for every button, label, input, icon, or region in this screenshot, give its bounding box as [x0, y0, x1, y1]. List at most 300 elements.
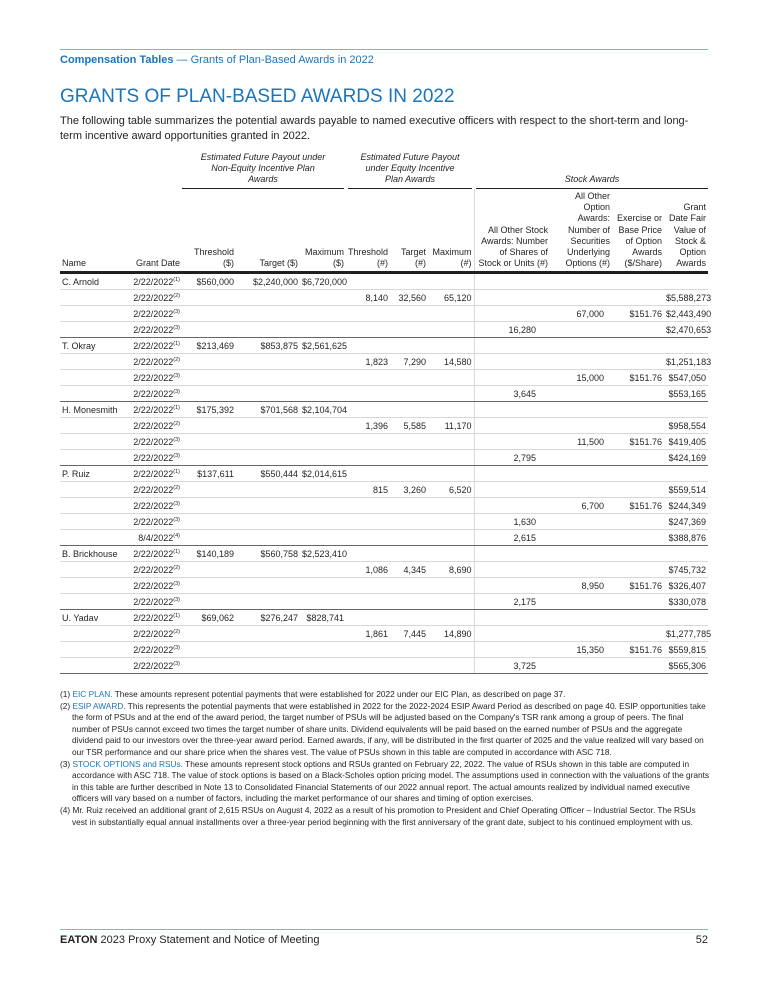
table-cell — [300, 658, 346, 674]
table-cell: $151.76 — [612, 370, 664, 386]
table-cell — [346, 578, 390, 594]
table-cell: $151.76 — [612, 498, 664, 514]
table-cell — [390, 498, 428, 514]
table-cell — [550, 466, 612, 482]
executive-name — [60, 322, 122, 338]
table-cell — [474, 338, 550, 354]
footnote — [60, 759, 710, 805]
table-cell: $137,611 — [182, 466, 236, 482]
footnote-ref: (2) — [173, 292, 180, 299]
table-cell — [390, 402, 428, 418]
executive-name — [60, 354, 122, 370]
table-cell — [550, 482, 612, 498]
table-cell — [550, 610, 612, 626]
executive-name — [60, 418, 122, 434]
table-cell — [236, 386, 300, 402]
table-cell: $745,732 — [664, 562, 708, 578]
table-cell — [236, 450, 300, 466]
table-cell — [474, 418, 550, 434]
table-cell — [612, 450, 664, 466]
table-cell — [182, 386, 236, 402]
table-cell: $326,407 — [664, 578, 708, 594]
table-cell: $550,444 — [236, 466, 300, 482]
table-cell — [474, 610, 550, 626]
table-cell — [300, 434, 346, 450]
table-cell — [474, 434, 550, 450]
table-cell — [300, 562, 346, 578]
table-row — [60, 482, 708, 498]
table-cell — [428, 450, 474, 466]
table-cell: $1,277,785 — [664, 626, 708, 642]
table-row — [60, 418, 708, 434]
table-cell — [236, 626, 300, 642]
table-cell — [664, 610, 708, 626]
table-cell — [664, 466, 708, 482]
table-row — [60, 306, 708, 322]
grant-date — [122, 338, 182, 354]
executive-name — [60, 450, 122, 466]
table-cell — [428, 658, 474, 674]
table-cell — [428, 402, 474, 418]
table-cell: 3,260 — [390, 482, 428, 498]
table-row — [60, 562, 708, 578]
column-header: Target (#) — [390, 189, 428, 273]
table-cell: 6,520 — [428, 482, 474, 498]
footnote-ref: (2) — [173, 420, 180, 427]
footnote-text: This represents the potential payments that were established in 2022 for the 2022-2024 ESIP Award Period as described on page 40. ESIP opportunities take the form of PSUs and at the end of the award period, the target number of PSUs will be adjusted based on the Company's TSR rank among a group of peers. The final number of PSUs cannot exceed two times the target number of share units. Dividend equivalents will be paid based on the earned number of PSUs and the aggregate dividend paid to our investors over the three-year award period. Earned awards, if any, will be distributed in the first quarter of 2025 and the value realized will vary based on our TSR performance and our share price when the shares vest. The value of PSUs shown in this table are computed in accordance with ASC 718. — [72, 700, 706, 757]
table-cell: $2,014,615 — [300, 466, 346, 482]
footnote-ref: (3) — [173, 644, 180, 651]
grant-date-value: 2/22/2022 — [133, 612, 174, 623]
table-row — [60, 658, 708, 674]
table-cell — [182, 594, 236, 610]
table-cell — [236, 514, 300, 530]
table-cell — [390, 578, 428, 594]
executive-name — [60, 658, 122, 674]
grant-date — [122, 386, 182, 402]
grant-date-value: 2/22/2022 — [133, 308, 174, 319]
grant-date — [122, 370, 182, 386]
table-cell — [550, 290, 612, 306]
table-cell — [390, 273, 428, 290]
column-header: Exercise or Base Price of Option Awards ($/Share) — [612, 189, 664, 273]
column-header: Grant Date — [122, 189, 182, 273]
table-cell — [300, 642, 346, 658]
table-cell — [300, 450, 346, 466]
table-cell — [612, 290, 664, 306]
table-cell — [428, 546, 474, 562]
table-cell — [390, 466, 428, 482]
table-cell — [346, 370, 390, 386]
grant-date-value: 2/22/2022 — [133, 596, 174, 607]
table-cell — [300, 594, 346, 610]
table-cell: $151.76 — [612, 642, 664, 658]
executive-name: P. Ruiz — [60, 466, 122, 482]
table-cell — [612, 546, 664, 562]
column-header: Name — [60, 189, 122, 273]
table-cell: $701,568 — [236, 402, 300, 418]
footnote-ref: (2) — [173, 484, 180, 491]
table-cell — [182, 642, 236, 658]
table-cell — [474, 370, 550, 386]
table-cell: 815 — [346, 482, 390, 498]
table-cell: $330,078 — [664, 594, 708, 610]
table-cell — [236, 642, 300, 658]
table-cell — [474, 626, 550, 642]
grant-date-value: 2/22/2022 — [133, 324, 174, 335]
table-cell — [346, 642, 390, 658]
table-cell — [300, 482, 346, 498]
breadcrumb — [60, 54, 374, 66]
table-cell: $276,247 — [236, 610, 300, 626]
table-cell — [346, 498, 390, 514]
footnote-ref: (3) — [173, 388, 180, 395]
footnote-ref: (1) — [173, 276, 180, 283]
table-cell — [428, 594, 474, 610]
table-row — [60, 626, 708, 642]
executive-name: U. Yadav — [60, 610, 122, 626]
footer-title — [60, 934, 319, 946]
executive-name — [60, 578, 122, 594]
grant-date — [122, 354, 182, 370]
grant-date-value: 2/22/2022 — [133, 548, 174, 559]
table-cell — [236, 290, 300, 306]
grant-date — [122, 642, 182, 658]
table-cell — [182, 562, 236, 578]
table-cell — [474, 306, 550, 322]
table-row — [60, 354, 708, 370]
table-cell — [236, 482, 300, 498]
grant-date-value: 2/22/2022 — [133, 436, 174, 447]
table-cell — [236, 530, 300, 546]
table-cell — [390, 530, 428, 546]
table-cell — [428, 434, 474, 450]
breadcrumb-subsection: Grants of Plan-Based Awards in 2022 — [190, 54, 374, 66]
table-cell: 4,345 — [390, 562, 428, 578]
table-cell: $5,588,273 — [664, 290, 708, 306]
table-cell: $559,815 — [664, 642, 708, 658]
table-cell — [390, 306, 428, 322]
table-cell — [550, 530, 612, 546]
executive-name — [60, 290, 122, 306]
table-cell: 11,500 — [550, 434, 612, 450]
table-cell — [346, 434, 390, 450]
table-cell — [390, 642, 428, 658]
table-cell — [612, 482, 664, 498]
table-cell — [550, 322, 612, 338]
grant-date-value: 2/22/2022 — [133, 292, 174, 303]
table-cell: 7,445 — [390, 626, 428, 642]
footnote-ref: (2) — [173, 356, 180, 363]
grant-date — [122, 514, 182, 530]
executive-name — [60, 306, 122, 322]
table-cell — [300, 530, 346, 546]
table-cell — [664, 402, 708, 418]
footnote — [60, 805, 710, 828]
table-cell — [346, 610, 390, 626]
table-cell — [300, 290, 346, 306]
table-cell — [612, 658, 664, 674]
table-cell — [428, 578, 474, 594]
table-cell — [182, 658, 236, 674]
table-cell: $565,306 — [664, 658, 708, 674]
table-row — [60, 370, 708, 386]
table-cell — [390, 434, 428, 450]
table-cell — [182, 530, 236, 546]
table-cell — [182, 306, 236, 322]
table-row — [60, 642, 708, 658]
table-cell — [300, 386, 346, 402]
table-cell — [236, 434, 300, 450]
table-cell: 2,615 — [474, 530, 550, 546]
executive-name: T. Okray — [60, 338, 122, 354]
table-cell — [182, 354, 236, 370]
table-cell — [550, 273, 612, 290]
table-row — [60, 578, 708, 594]
table-cell: $2,561,625 — [300, 338, 346, 354]
table-cell — [182, 498, 236, 514]
grant-date — [122, 562, 182, 578]
table-cell — [182, 578, 236, 594]
table-cell — [428, 514, 474, 530]
executive-name: H. Monesmith — [60, 402, 122, 418]
table-cell: 1,396 — [346, 418, 390, 434]
table-cell: 1,630 — [474, 514, 550, 530]
footnote-ref: (4) — [173, 532, 180, 539]
table-cell — [550, 418, 612, 434]
table-cell: $1,251,183 — [664, 354, 708, 370]
grant-date — [122, 594, 182, 610]
footnote-ref: (2) — [173, 628, 180, 635]
footnote-number: (2) — [60, 700, 71, 711]
grant-date — [122, 418, 182, 434]
executive-name — [60, 370, 122, 386]
column-header: Grant Date Fair Value of Stock & Option Awards — [664, 189, 708, 273]
column-header: Maximum (#) — [428, 189, 474, 273]
table-cell: $69,062 — [182, 610, 236, 626]
footnote-ref: (1) — [173, 548, 180, 555]
grant-date — [122, 658, 182, 674]
grant-date — [122, 546, 182, 562]
table-cell — [182, 322, 236, 338]
grant-date-value: 2/22/2022 — [133, 356, 174, 367]
footnote-ref: (1) — [173, 612, 180, 619]
table-row — [60, 290, 708, 306]
table-cell — [474, 482, 550, 498]
table-cell: $2,104,704 — [300, 402, 346, 418]
table-cell: $247,369 — [664, 514, 708, 530]
table-cell — [612, 338, 664, 354]
executive-name — [60, 594, 122, 610]
table-cell — [664, 338, 708, 354]
table-cell — [300, 514, 346, 530]
group-non-equity: Estimated Future Payout under Non-Equity Incentive Plan Awards — [182, 152, 346, 189]
footer-text: 2023 Proxy Statement and Notice of Meeting — [97, 934, 320, 946]
table-cell — [346, 322, 390, 338]
table-cell: $958,554 — [664, 418, 708, 434]
table-cell: $140,189 — [182, 546, 236, 562]
table-cell: $424,169 — [664, 450, 708, 466]
table-cell — [550, 626, 612, 642]
table-cell: $2,523,410 — [300, 546, 346, 562]
table-cell: $175,392 — [182, 402, 236, 418]
table-cell: 1,823 — [346, 354, 390, 370]
table-cell — [428, 386, 474, 402]
table-cell — [474, 402, 550, 418]
table-cell — [236, 594, 300, 610]
table-cell: $151.76 — [612, 306, 664, 322]
executive-name — [60, 562, 122, 578]
table-row — [60, 273, 708, 290]
executive-name — [60, 642, 122, 658]
table-row — [60, 322, 708, 338]
table-cell — [612, 466, 664, 482]
group-equity: Estimated Future Payout under Equity Incentive Plan Awards — [346, 152, 474, 189]
table-cell — [346, 530, 390, 546]
table-cell — [300, 322, 346, 338]
executive-name — [60, 626, 122, 642]
table-cell: $6,720,000 — [300, 273, 346, 290]
table-cell: 7,290 — [390, 354, 428, 370]
table-cell: 16,280 — [474, 322, 550, 338]
footnote-number: (4) — [60, 804, 71, 815]
footnote-number: (1) — [60, 689, 71, 699]
executive-name — [60, 482, 122, 498]
table-row — [60, 594, 708, 610]
table-cell: 32,560 — [390, 290, 428, 306]
table-cell: 2,795 — [474, 450, 550, 466]
table-cell — [390, 594, 428, 610]
table-cell — [550, 338, 612, 354]
grant-date — [122, 610, 182, 626]
page-title: GRANTS OF PLAN-BASED AWARDS IN 2022 — [60, 86, 455, 107]
table-cell — [390, 322, 428, 338]
table-cell — [390, 610, 428, 626]
table-cell: 3,645 — [474, 386, 550, 402]
table-cell — [428, 338, 474, 354]
table-cell — [474, 354, 550, 370]
footnote-key: STOCK OPTIONS and RSUs. — [72, 758, 183, 769]
table-cell — [474, 498, 550, 514]
table-cell — [236, 562, 300, 578]
table-cell: 1,861 — [346, 626, 390, 642]
table-cell — [428, 498, 474, 514]
grant-date-value: 2/22/2022 — [133, 644, 174, 655]
table-cell — [612, 530, 664, 546]
grant-date — [122, 306, 182, 322]
table-cell: $388,876 — [664, 530, 708, 546]
table-cell: $151.76 — [612, 578, 664, 594]
executive-name: C. Arnold — [60, 273, 122, 290]
footnote-ref: (1) — [173, 468, 180, 475]
table-cell — [346, 386, 390, 402]
table-cell — [428, 273, 474, 290]
table-cell: $547,050 — [664, 370, 708, 386]
grant-date — [122, 402, 182, 418]
table-cell: 14,580 — [428, 354, 474, 370]
table-cell — [346, 306, 390, 322]
table-cell — [182, 626, 236, 642]
table-cell — [428, 610, 474, 626]
column-header: All Other Stock Awards: Number of Shares of Stock or Units (#) — [474, 189, 550, 273]
table-cell — [612, 322, 664, 338]
table-cell — [612, 402, 664, 418]
table-cell — [550, 450, 612, 466]
table-cell — [236, 498, 300, 514]
footnote-ref: (3) — [173, 372, 180, 379]
table-cell — [182, 514, 236, 530]
table-cell — [550, 402, 612, 418]
table-row — [60, 402, 708, 418]
grant-date-value: 2/22/2022 — [133, 468, 174, 479]
table-cell — [474, 562, 550, 578]
table-cell — [236, 370, 300, 386]
breadcrumb-separator: — — [173, 54, 191, 66]
executive-name — [60, 434, 122, 450]
table-cell — [346, 402, 390, 418]
table-row — [60, 546, 708, 562]
executive-name: B. Brickhouse — [60, 546, 122, 562]
table-cell: 67,000 — [550, 306, 612, 322]
table-cell — [300, 354, 346, 370]
column-header: Threshold (#) — [346, 189, 390, 273]
table-cell — [390, 658, 428, 674]
table-cell: 8,690 — [428, 562, 474, 578]
table-cell — [236, 306, 300, 322]
table-cell — [236, 322, 300, 338]
table-cell — [612, 594, 664, 610]
table-cell: $244,349 — [664, 498, 708, 514]
grant-date — [122, 290, 182, 306]
table-cell — [346, 546, 390, 562]
grant-date-value: 2/22/2022 — [133, 500, 174, 511]
footnote-text: These amounts represent potential payments that were established for 2022 under our EIC Plan, as described on page 37. — [112, 689, 566, 699]
table-cell — [474, 466, 550, 482]
table-cell — [550, 386, 612, 402]
table-cell — [474, 578, 550, 594]
grant-date-value: 2/22/2022 — [133, 372, 174, 383]
table-cell — [612, 626, 664, 642]
footnote-ref: (3) — [173, 596, 180, 603]
table-row — [60, 338, 708, 354]
table-cell — [550, 562, 612, 578]
executive-name — [60, 530, 122, 546]
table-cell — [300, 370, 346, 386]
table-cell: $559,514 — [664, 482, 708, 498]
footer-brand: EATON — [60, 934, 98, 946]
table-cell — [390, 514, 428, 530]
table-cell: $553,165 — [664, 386, 708, 402]
grant-date-value: 2/22/2022 — [133, 420, 174, 431]
table-cell: 5,585 — [390, 418, 428, 434]
table-cell — [550, 354, 612, 370]
table-cell: 8,140 — [346, 290, 390, 306]
grant-date — [122, 450, 182, 466]
table-cell — [612, 418, 664, 434]
grant-date-value: 2/22/2022 — [133, 660, 174, 671]
table-row — [60, 514, 708, 530]
grant-date — [122, 466, 182, 482]
footnote-ref: (3) — [173, 308, 180, 315]
grant-date — [122, 434, 182, 450]
grant-date-value: 8/4/2022 — [138, 532, 174, 543]
table-cell — [390, 546, 428, 562]
table-cell: 11,170 — [428, 418, 474, 434]
table-cell — [182, 434, 236, 450]
table-cell: 15,000 — [550, 370, 612, 386]
table-row — [60, 466, 708, 482]
table-row — [60, 610, 708, 626]
